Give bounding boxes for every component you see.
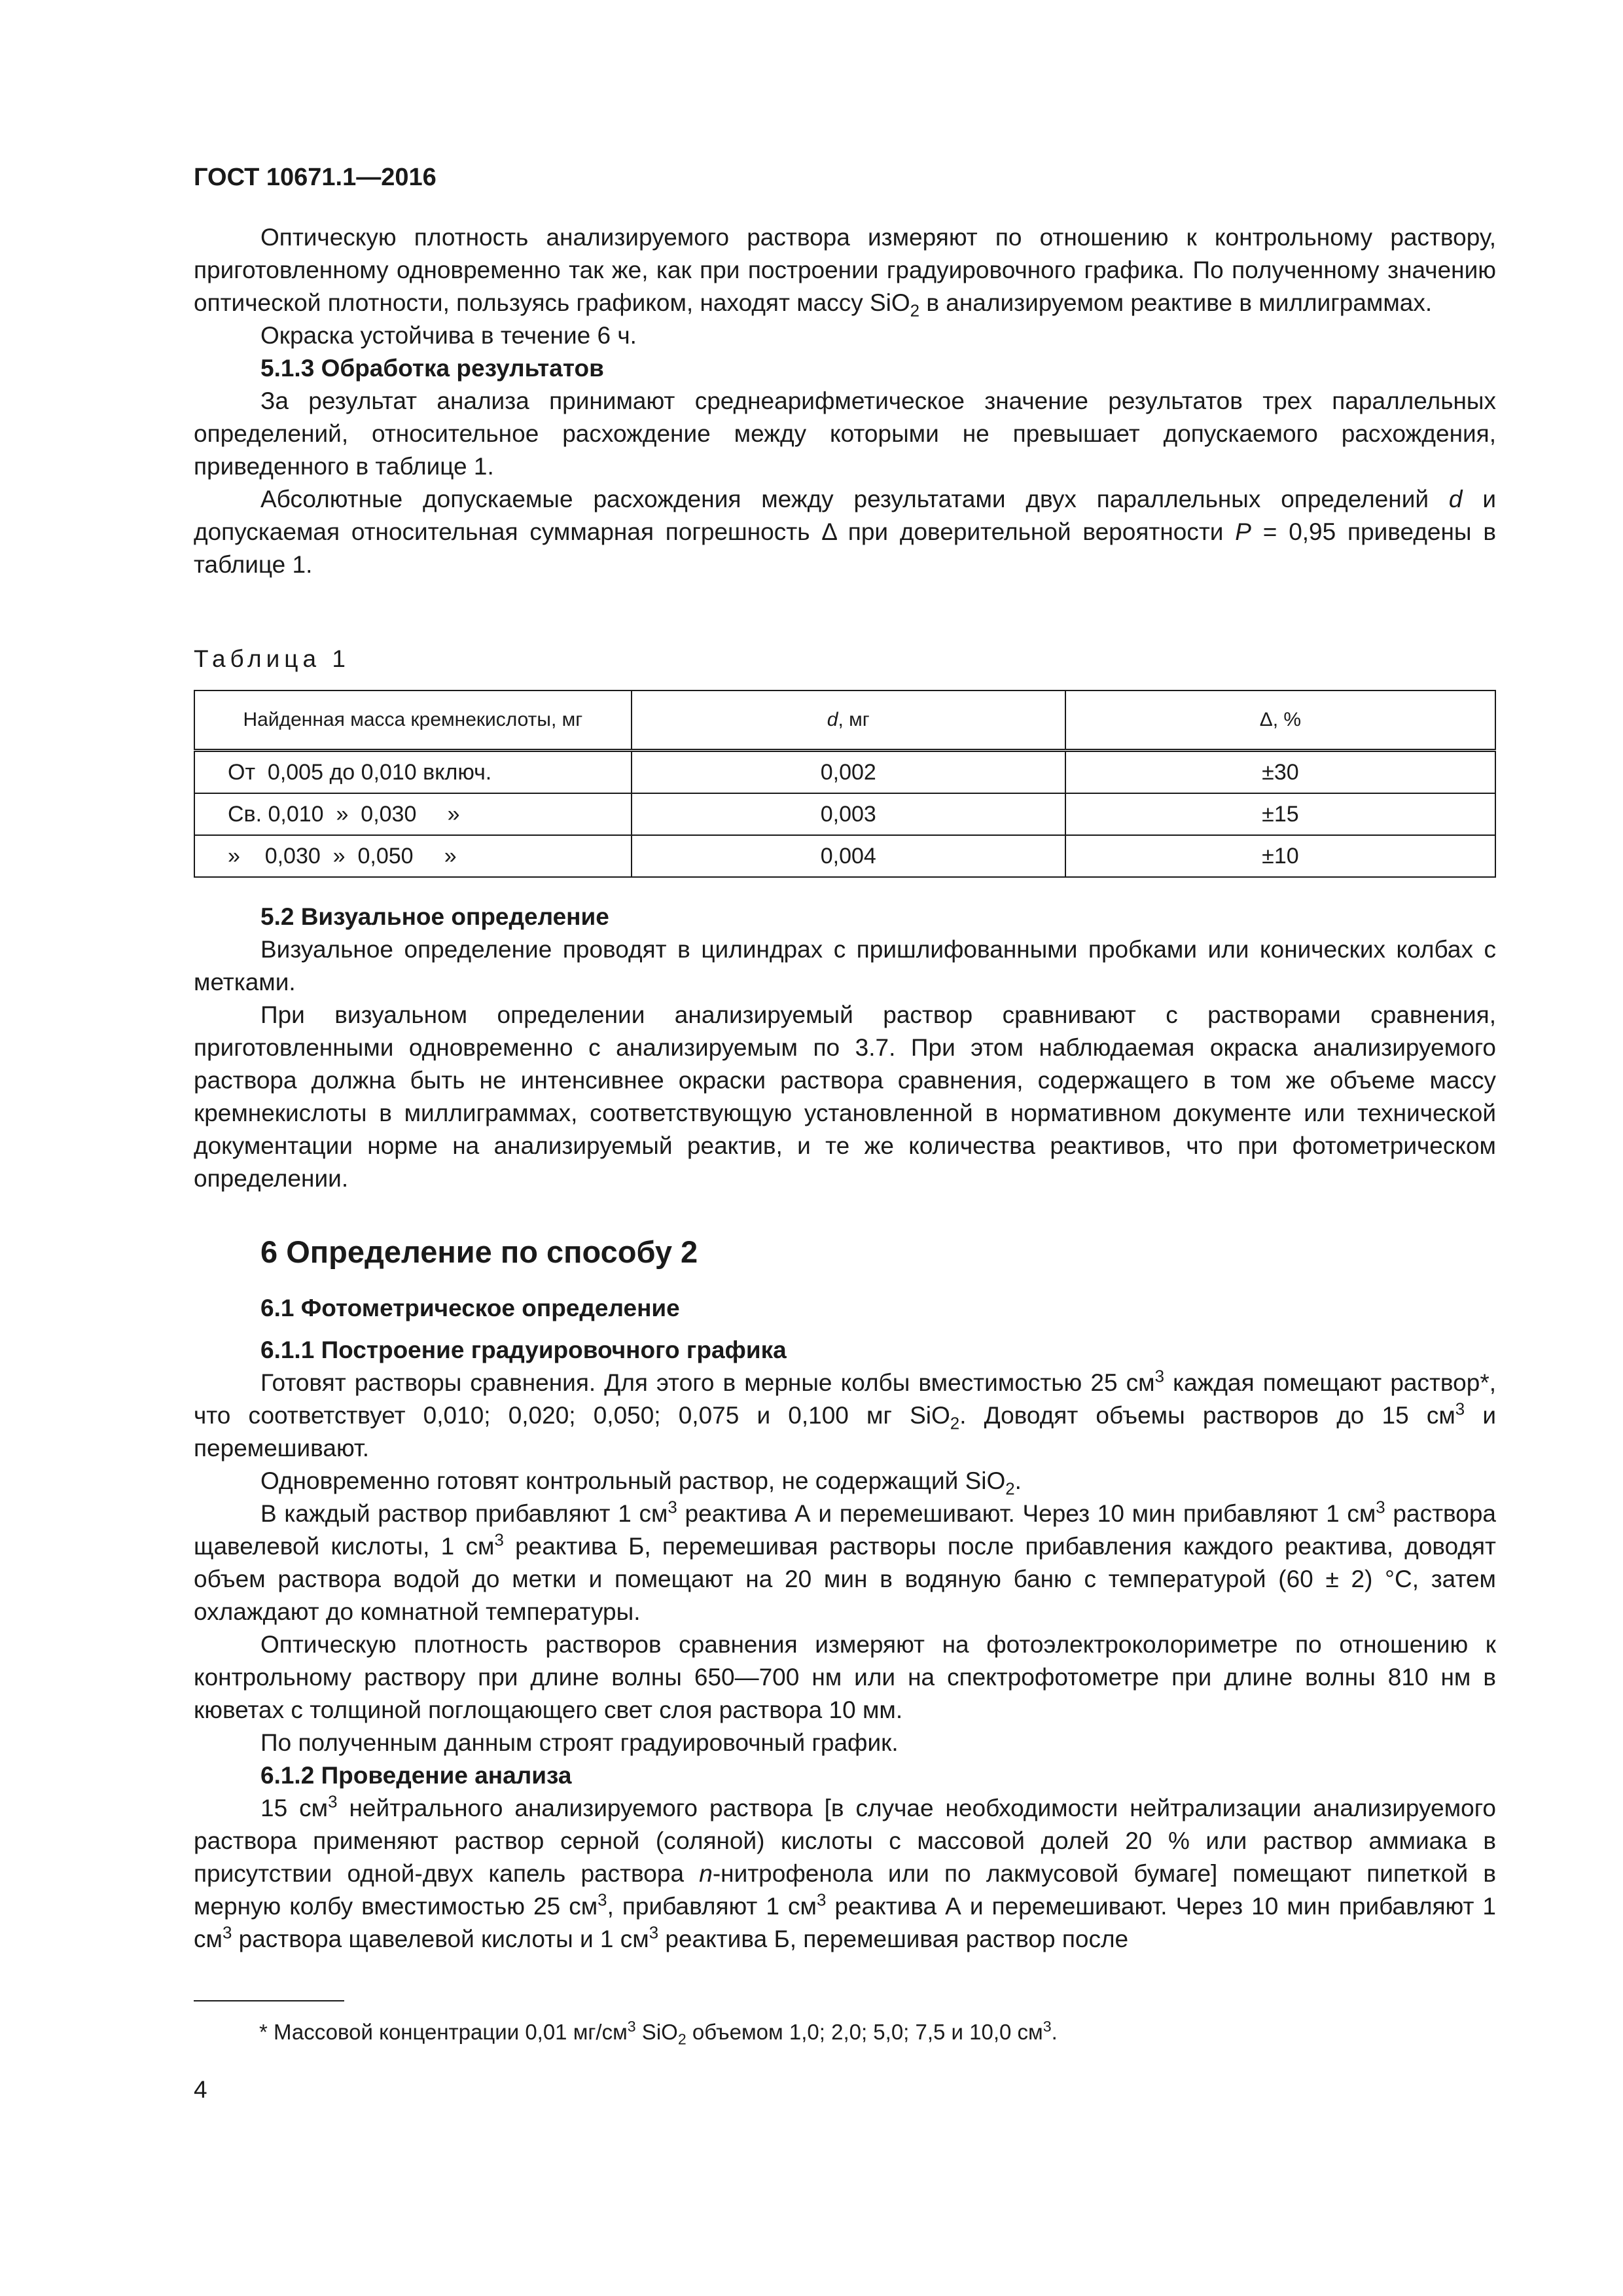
subsection-title-6-1: 6.1 Фотометрическое определение (260, 1295, 680, 1321)
table-1 (194, 690, 1496, 878)
table-cell: ±15 (1065, 793, 1495, 835)
table-cell: От 0,005 до 0,010 включ. (194, 751, 632, 794)
paragraph-measurement: Оптическую плотность растворов сравнения измеряют на фотоэлектроколориметре по отношению к контрольному раствору при длине волны 650—700 нм или на спектрофотометре при длине волны 810 нм в кюветах с толщиной поглощающего свет слоя раствора 10 мм. (194, 1631, 1496, 1723)
section-title-6: 6 Определение по способу 2 (260, 1234, 698, 1269)
table-header-row (194, 691, 1495, 751)
paragraph-tolerances: Абсолютные допускаемые расхождения между результатами двух параллельных определений d и допускаемая относительная суммарная погрешность Δ при доверительной вероятности P = 0,95 приведены в таблице 1. (194, 486, 1496, 578)
paragraph-calibration: По полученным данным строят градуировочный график. (260, 1729, 899, 1756)
paragraph-reagents: В каждый раствор прибавляют 1 $см^3$ реактива А и перемешивают. Через 10 мин прибавляют 1 $см^3$ раствора щавелевой кислоты, 1 $см^3$ реактива Б, перемешивая растворы после прибавления каждого реактива, доводят объем раствора водой до метки и помещают на 20 мин в водяную баню с температурой (60 ± 2) °С, затем охлаждают до комнатной температуры. (194, 1498, 1497, 1625)
paragraph-visual-1: Визуальное определение проводят в цилиндрах с пришлифованными пробками или конических колбах с метками. (194, 936, 1496, 996)
page-number: 4 (194, 2076, 207, 2103)
section-5-2 (194, 901, 1496, 1195)
footnote-divider (194, 2000, 344, 2001)
table-cell: Св. 0,010 » 0,030 » (194, 793, 632, 835)
subsection-title-6-1-1: 6.1.1 Построение градуировочного графика (260, 1336, 787, 1363)
table-cell: ±30 (1065, 751, 1495, 794)
header-delta: Δ, % (1065, 691, 1495, 751)
section-5-1-2-continued (194, 221, 1496, 581)
table-row (194, 751, 1495, 794)
table-cell: » 0,030 » 0,050 » (194, 835, 632, 877)
data-table (194, 690, 1496, 878)
section-6 (194, 1236, 1496, 1956)
table-cell: 0,004 (632, 835, 1065, 877)
paragraph-visual-2: При визуальном определении анализируемый раствор сравнивают с растворами сравнения, приготовленными одновременно с анализируемым по 3.7. При этом наблюдаемая окраска анализируемого раствора должна быть не интенсивнее окраски раствора сравнения, содержащего в том же объеме массу кремнекислоты в миллиграммах, соответствующую установленной в нормативном документе или технической документации норме на анализируемый реактив, и те же количества реактивов, что при фотометрическом определении. (194, 1001, 1496, 1192)
header-d: d, мг (632, 691, 1065, 751)
table-row (194, 835, 1495, 877)
table-caption: Таблица 1 (194, 645, 350, 672)
footnote: * Массовой концентрации 0,01 $мг/см^3$ SiO$_2$ объемом 1,0; 2,0; 5,0; 7,5 и 10,0 $см^3$. (259, 2018, 1058, 2048)
subsection-title-5-1-3: 5.1.3 Обработка результатов (260, 355, 604, 382)
paragraph-analysis: 15 $см^3$ нейтрального анализируемого раствора [в случае необходимости нейтрализации анализируемого раствора применяют раствор серной (соляной) кислоты с массовой долей 20 % или раствор аммиака в присутствии одной-двух капель раствора n-нитрофенола или по лакмусовой бумаге] помещают пипеткой в мерную колбу вместимостью 25 $см^3$, прибавляют 1 $см^3$ реактива А и перемешивают. Через 10 мин прибавляют 1 $см^3$ раствора щавелевой кислоты и 1 $см^3$ реактива Б, перемешивая раствор после (194, 1793, 1496, 1952)
paragraph-control-solution: Одновременно готовят контрольный раствор, не содержащий SiO$_2$. (260, 1467, 1022, 1499)
subsection-title-6-1-2: 6.1.2 Проведение анализа (260, 1762, 572, 1789)
paragraph-result: За результат анализа принимают среднеарифметическое значение результатов трех параллельных определений, относительное расхождение между которыми не превышает допускаемого расхождения, приведенного в таблице 1. (194, 387, 1496, 480)
table-cell: 0,003 (632, 793, 1065, 835)
header-mass: Найденная масса кремнекислоты, мг (194, 691, 632, 751)
table-cell: 0,002 (632, 751, 1065, 794)
paragraph-optical-density: Оптическую плотность анализируемого раствора измеряют по отношению к контрольному раствору, приготовленному одновременно так же, как при построении градуировочного графика. По полученному значению оптической плотности, пользуясь графиком, находят массу SiO$_2$ в анализируемом реактиве в миллиграммах. (194, 224, 1496, 321)
table-row (194, 793, 1495, 835)
subsection-title-5-2: 5.2 Визуальное определение (260, 903, 609, 930)
paragraph-color-stability: Окраска устойчива в течение 6 ч. (260, 322, 637, 349)
table-cell: ±10 (1065, 835, 1495, 877)
standard-header: ГОСТ 10671.1—2016 (194, 164, 437, 191)
paragraph-standards: Готовят растворы сравнения. Для этого в мерные колбы вместимостью 25 $см^3$ каждая помещают раствор*, что соответствует 0,010; 0,020; 0,050; 0,075 и 0,100 мг SiO$_2$. Доводят объемы растворов до 15 $см^3$ и перемешивают. (194, 1367, 1497, 1462)
